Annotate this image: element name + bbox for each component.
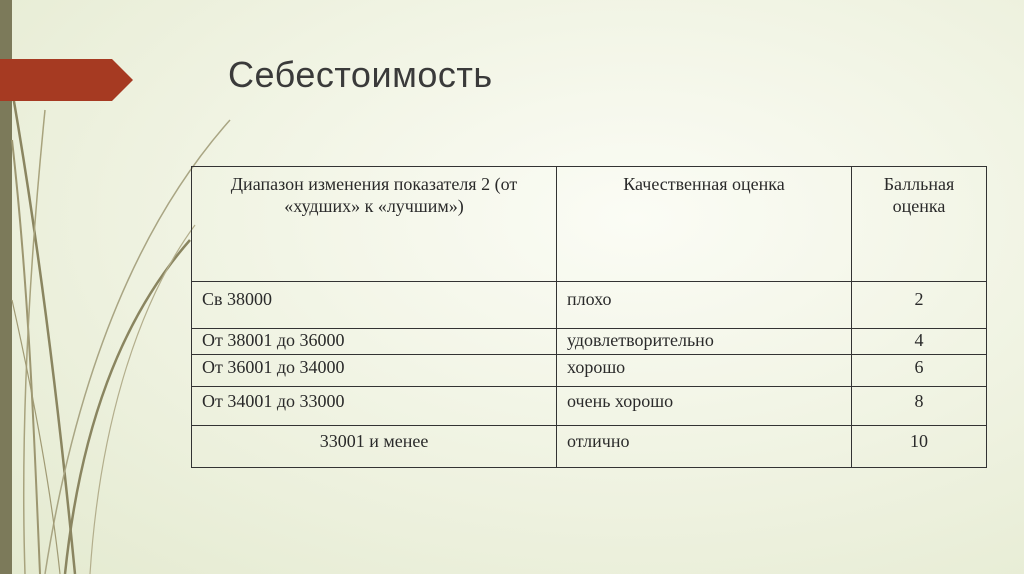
- table-header-row: [192, 167, 987, 282]
- quality-cell: очень хорошо: [557, 387, 852, 426]
- quality-cell: отлично: [557, 426, 852, 468]
- slide-title: Себестоимость: [228, 54, 493, 95]
- score-cell: 8: [852, 387, 987, 426]
- table-row: [192, 355, 987, 387]
- header-score: Балльная оценка: [852, 167, 987, 282]
- table-row: [192, 282, 987, 329]
- table-row: [192, 329, 987, 355]
- score-cell: 4: [852, 329, 987, 355]
- range-cell: Св 38000: [192, 282, 557, 329]
- range-cell: От 34001 до 33000: [192, 387, 557, 426]
- range-cell: 33001 и менее: [192, 426, 557, 468]
- range-cell: От 36001 до 34000: [192, 355, 557, 387]
- quality-cell: хорошо: [557, 355, 852, 387]
- table-row: [192, 387, 987, 426]
- score-cell: 10: [852, 426, 987, 468]
- title-accent-arrow: [0, 59, 133, 101]
- score-cell: 2: [852, 282, 987, 329]
- quality-cell: удовлетворительно: [557, 329, 852, 355]
- header-quality: Качественная оценка: [557, 167, 852, 282]
- score-cell: 6: [852, 355, 987, 387]
- score-table: [191, 166, 987, 468]
- table-row: [192, 426, 987, 468]
- quality-cell: плохо: [557, 282, 852, 329]
- range-cell: От 38001 до 36000: [192, 329, 557, 355]
- header-range: Диапазон изменения показателя 2 (от «худших» к «лучшим»): [192, 167, 557, 282]
